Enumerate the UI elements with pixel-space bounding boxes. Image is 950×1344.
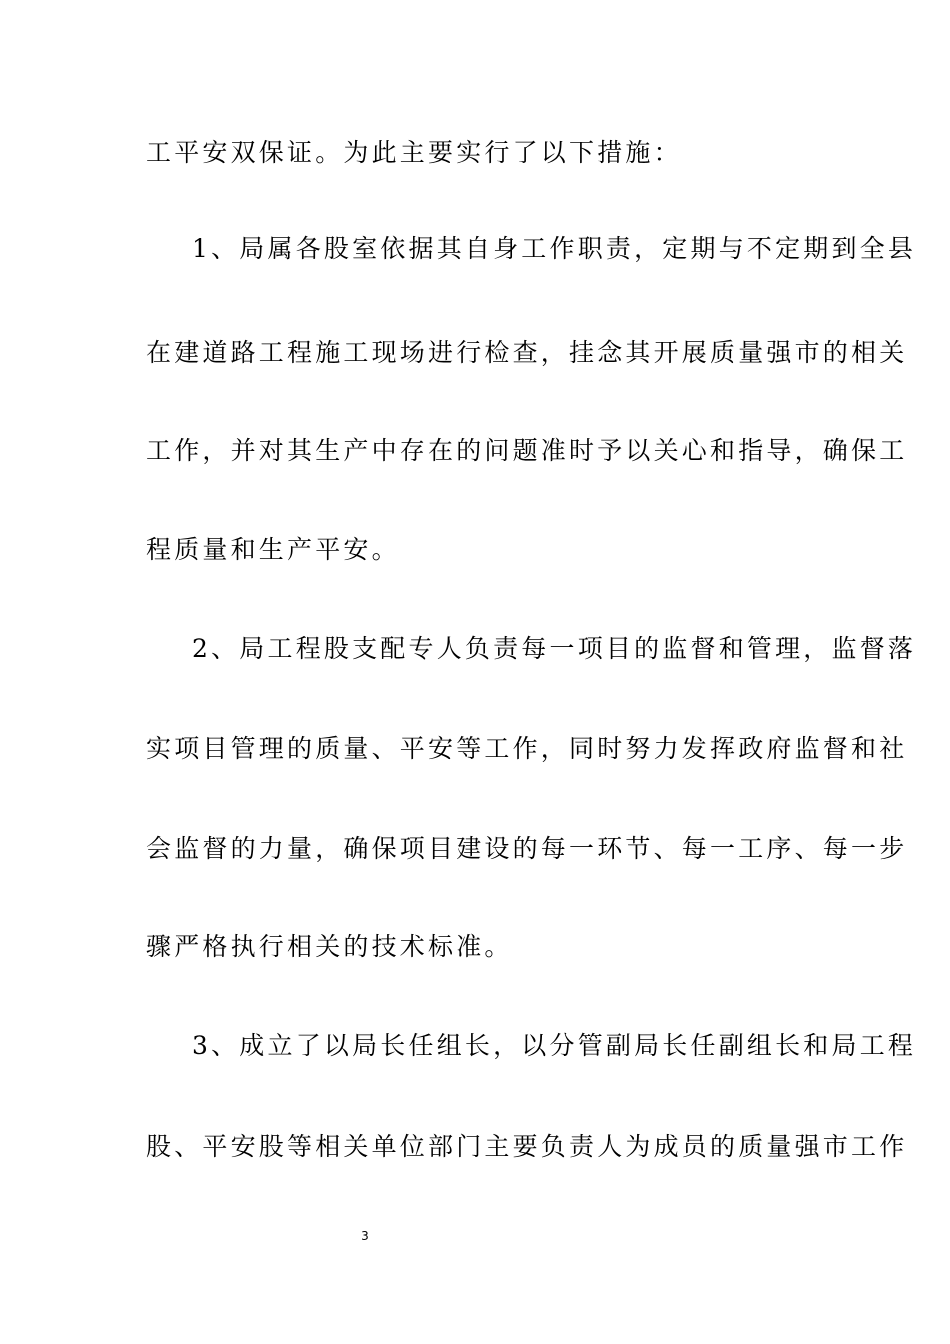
- page-number: 3: [361, 1229, 369, 1243]
- text-line: 实项目管理的质量、平安等工作，同时努力发挥政府监督和社: [146, 734, 908, 763]
- paragraph-2-first-line: 2、局工程股支配专人负责每一项目的监督和管理，监督落: [192, 634, 917, 663]
- paragraph-3-first-line: 3、成立了以局长任组长，以分管副局长任副组长和局工程: [192, 1031, 917, 1060]
- text-line: 程质量和生产平安。: [146, 535, 400, 564]
- text-line: 会监督的力量，确保项目建设的每一环节、每一工序、每一步: [146, 834, 908, 863]
- text-line: 在建道路工程施工现场进行检查，挂念其开展质量强市的相关: [146, 338, 908, 367]
- text-line: 股、平安股等相关单位部门主要负责人为成员的质量强市工作: [146, 1132, 908, 1161]
- text-line: 骤严格执行相关的技术标准。: [146, 932, 513, 961]
- text-line: 工平安双保证。为此主要实行了以下措施：: [146, 138, 682, 167]
- text-line: 工作，并对其生产中存在的问题准时予以关心和指导，确保工: [146, 436, 908, 465]
- paragraph-1-first-line: 1、局属各股室依据其自身工作职责，定期与不定期到全县: [192, 234, 917, 263]
